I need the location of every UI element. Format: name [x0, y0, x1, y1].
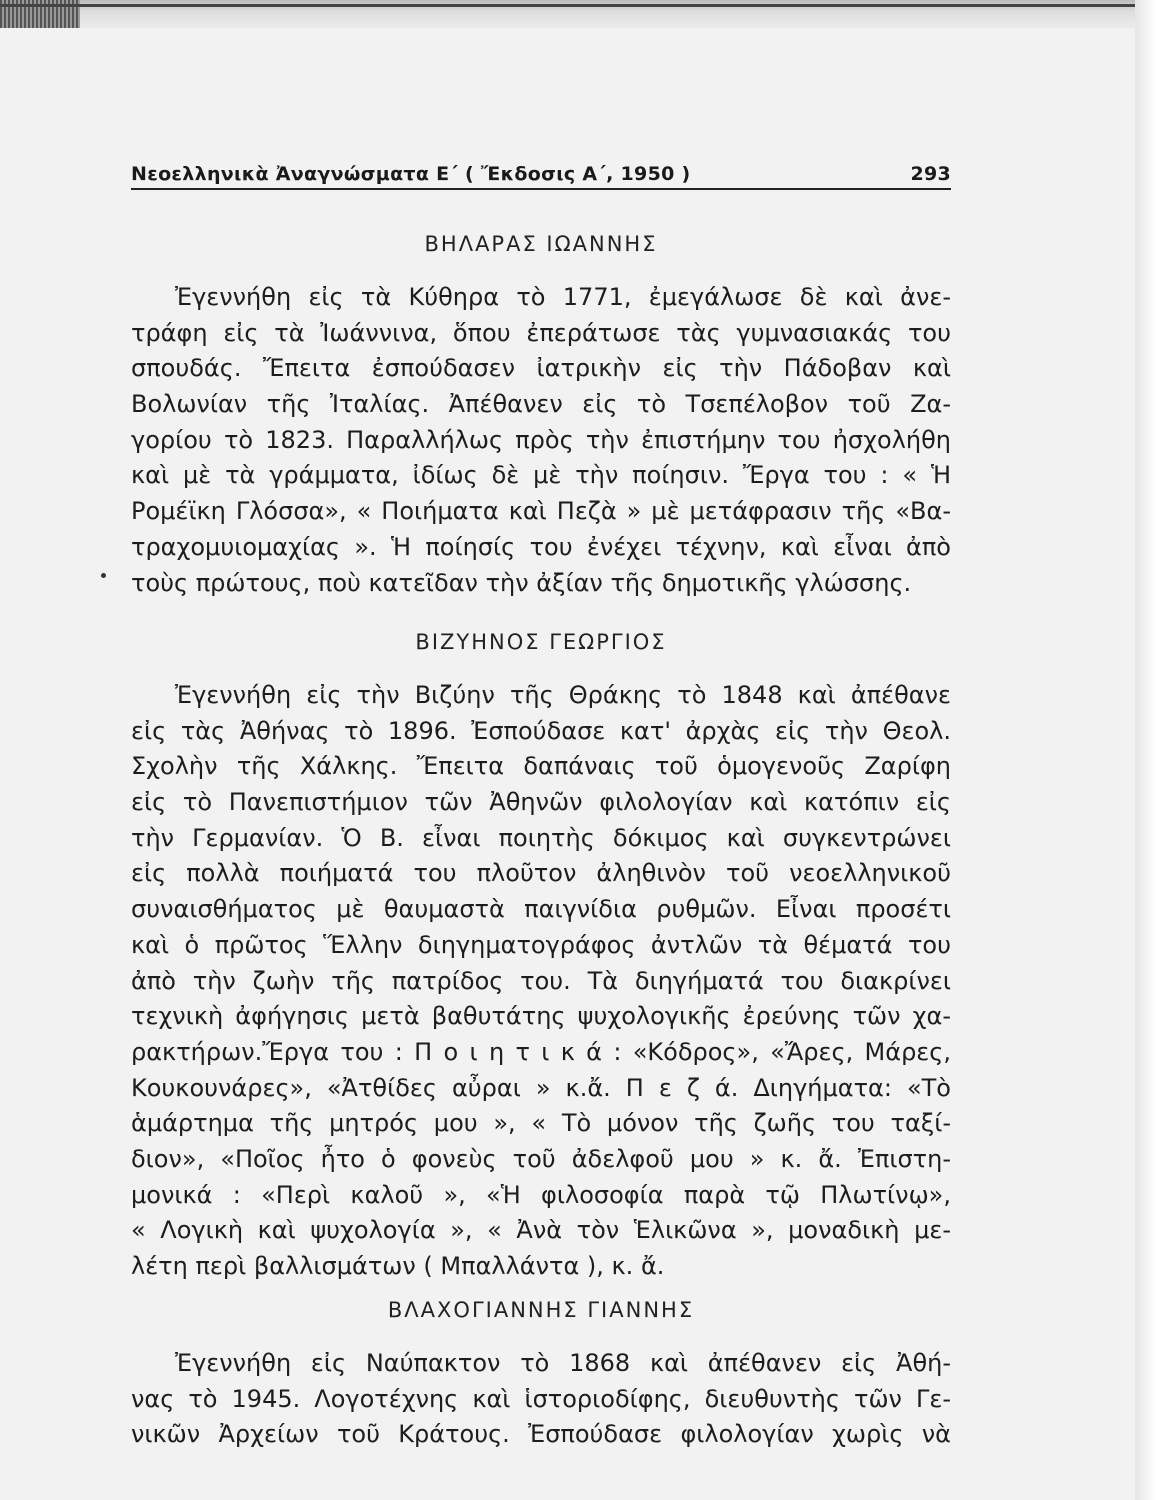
text-line: Ἐγεννήθη εἰς τὰ Κύθηρα τὸ 1771, ἐμεγάλωσε δὲ καὶ ἀνε- [175, 283, 951, 311]
text-line: σπουδάς. Ἔπειτα ἐσπούδασεν ἰατρικὴν εἰς τὴν Πάδοβαν καὶ [131, 354, 951, 383]
text-line: ρακτήρων.Ἔργα του : Π ο ι η τ ι κ ά : «Κόδρος», «Ἄρες, Μάρες, [131, 1037, 951, 1066]
text-line: εἰς τὸ Πανεπιστήμιον τῶν Ἀθηνῶν φιλολογίαν καὶ κατόπιν εἰς [131, 788, 951, 817]
text-line: τεχνικὴ ἀφήγησις μετὰ βαθυτάτης ψυχολογικῆς ἐρεύνης τῶν χα- [131, 1002, 951, 1031]
header-title: Νεοελληνικὰ Ἀναγνώσματα Ε΄ ( Ἔκδοσις Α΄, 1950 ) [131, 163, 691, 185]
text-line: τραχομυιομαχίας ». Ἡ ποίησίς του ἐνέχει τέχνην, καὶ εἶναι ἀπὸ [131, 532, 951, 561]
section-heading-vilaras: ΒΗΛΑΡΑΣ ΙΩΑΝΝΗΣ [424, 232, 658, 256]
page-number: 293 [910, 163, 951, 185]
text-line: Κουκουνάρες», «Ἀτθίδες αὖραι » κ.ἄ. Π ε ζ ά. Διηγήματα: «Τὸ [131, 1073, 951, 1102]
text-line: νικῶν Ἀρχείων τοῦ Κράτους. Ἐσπούδασε φιλολογίαν χωρὶς νὰ [131, 1420, 951, 1449]
scan-top-edge [0, 0, 1157, 28]
text-line: συναισθήματος μὲ θαυμαστὰ παιγνίδια ρυθμῶν. Εἶναι προσέτι [131, 895, 951, 924]
text-line: διον», «Ποῖος ἦτο ὁ φονεὺς τοῦ ἀδελφοῦ μου » κ. ἄ. Ἐπιστη- [131, 1144, 951, 1173]
text-line: νας τὸ 1945. Λογοτέχνης καὶ ἱστοριοδίφης, διευθυντὴς τῶν Γε- [131, 1384, 951, 1413]
text-line: γορίου τὸ 1823. Παραλλήλως πρὸς τὴν ἐπιστήμην του ἠσχολήθη [131, 425, 951, 454]
section-heading-vlachogiannis: ΒΛΑΧΟΓΙΑΝΝΗΣ ΓΙΑΝΝΗΣ [387, 1298, 695, 1322]
margin-mark [101, 573, 106, 578]
text-line: Σχολὴν τῆς Χάλκης. Ἔπειτα δαπάναις τοῦ ὁμογενοῦς Ζαρίφη [131, 752, 951, 781]
text-line: Ἐγεννήθη εἰς Ναύπακτον τὸ 1868 καὶ ἀπέθανεν εἰς Ἀθή- [175, 1349, 951, 1377]
text-line: ἀπὸ τὴν ζωὴν τῆς πατρίδος του. Τὰ διηγήματά του διακρίνει [131, 966, 951, 995]
section-heading-vizyinos: ΒΙΖΥΗΝΟΣ ΓΕΩΡΓΙΟΣ [415, 630, 667, 654]
text-line: εἰς πολλὰ ποιήματά του πλοῦτον ἀληθινὸν τοῦ νεοελληνικοῦ [131, 859, 951, 888]
text-line: τοὺς πρώτους, ποὺ κατεῖδαν τὴν ἀξίαν τῆς δημοτικῆς γλώσσης. [131, 568, 912, 597]
text-line: Βολωνίαν τῆς Ἰταλίας. Ἀπέθανεν εἰς τὸ Τσεπέλοβον τοῦ Ζα- [131, 390, 951, 419]
running-header [131, 158, 951, 190]
text-line: ἁμάρτημα τῆς μητρός μου », « Τὸ μόνον τῆς ζωῆς του ταξί- [131, 1109, 951, 1138]
paragraph-vizyinos [131, 678, 951, 1285]
text-line: λέτη περὶ βαλλισμάτων ( Μπαλλάντα ), κ. ἄ. [131, 1252, 665, 1280]
paragraph-vilaras [131, 280, 951, 601]
text-line: μονικά : «Περὶ καλοῦ », «Ἡ φιλοσοφία παρὰ τῷ Πλωτίνῳ», [131, 1180, 951, 1209]
text-line: καὶ μὲ τὰ γράμματα, ἰδίως δὲ μὲ τὴν ποίησιν. Ἔργα του : « Ἡ [131, 461, 951, 490]
scan-right-edge [1135, 0, 1157, 1500]
text-line: καὶ ὁ πρῶτος Ἕλλην διηγηματογράφος ἀντλῶν τὰ θέματά του [131, 930, 951, 959]
text-line: εἰς τὰς Ἀθήνας τὸ 1896. Ἐσπούδασε κατ' ἀρχὰς εἰς τὴν Θεολ. [131, 716, 951, 745]
text-line: τράφη εἰς τὰ Ἰωάννινα, ὅπου ἐπεράτωσε τὰς γυμνασιακάς του [131, 318, 951, 347]
text-line: Ρομέϊκη Γλόσσα», « Ποιήματα καὶ Πεζὰ » μὲ μετάφρασιν τῆς «Βα- [131, 497, 951, 526]
text-line: Ἐγεννήθη εἰς τὴν Βιζύην τῆς Θράκης τὸ 1848 καὶ ἀπέθανε [175, 681, 951, 709]
text-line: τὴν Γερμανίαν. Ὁ Β. εἶναι ποιητὴς δόκιμος καὶ συγκεντρώνει [131, 823, 951, 852]
paragraph-vlachogiannis [131, 1346, 951, 1453]
text-line: « Λογικὴ καὶ ψυχολογία », « Ἀνὰ τὸν Ἑλικῶνα », μοναδικὴ με- [131, 1216, 951, 1245]
